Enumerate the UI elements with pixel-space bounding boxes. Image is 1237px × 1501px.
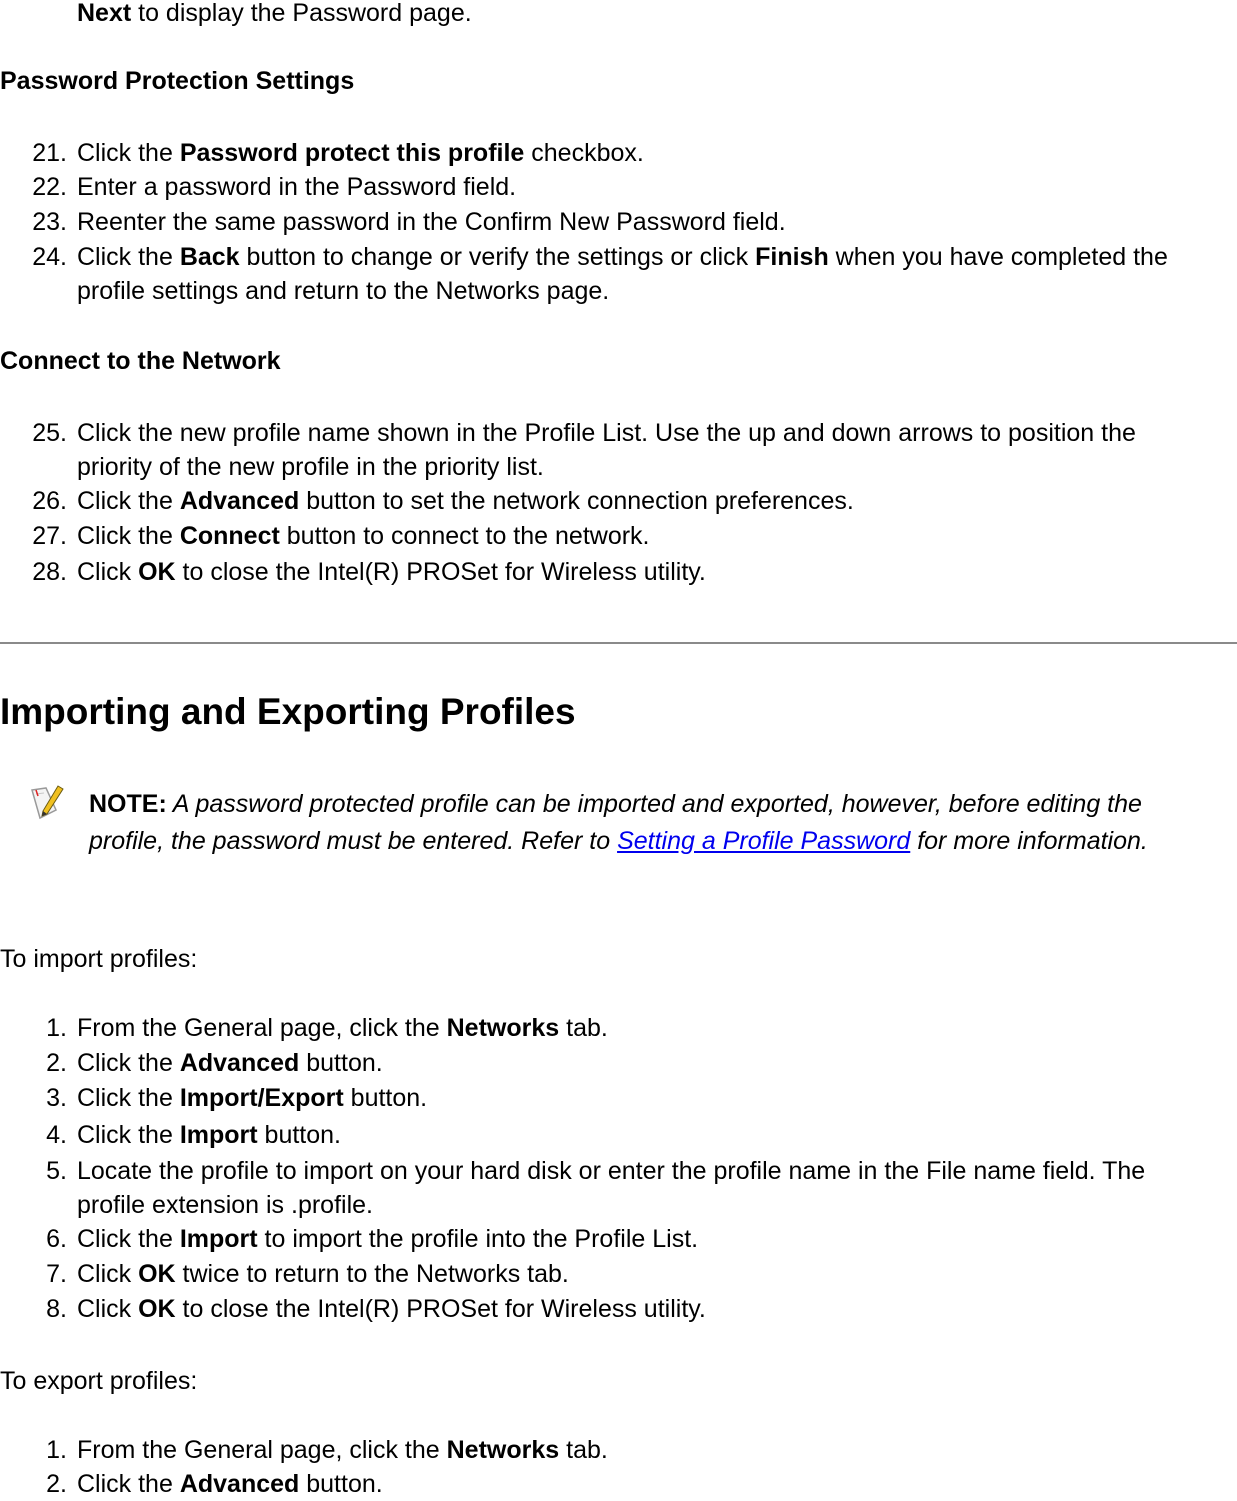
step-text: Click the Import/Export button. bbox=[77, 1084, 428, 1112]
step-number: 28. bbox=[32, 558, 67, 586]
step-text: Click OK to close the Intel(R) PROSet for Wireless utility. bbox=[77, 1295, 706, 1323]
page-heading-import-export: Importing and Exporting Profiles bbox=[0, 691, 576, 732]
setting-profile-password-link[interactable]: Setting a Profile Password bbox=[617, 827, 911, 855]
step-number: 21. bbox=[32, 139, 67, 167]
step-text: Click the Advanced button. bbox=[77, 1470, 383, 1498]
intro-bold: Next bbox=[77, 0, 132, 27]
step-number: 24. bbox=[32, 243, 67, 271]
note-pencil-icon bbox=[30, 784, 64, 822]
step-text: Click OK twice to return to the Networks tab. bbox=[77, 1260, 569, 1288]
step-number: 25. bbox=[32, 419, 67, 447]
step-text: Click the Back button to change or verify the settings or click Finish when you have completed the profile settings and return to the Networks page. bbox=[77, 243, 1168, 305]
step-text: Click the Advanced button. bbox=[77, 1049, 383, 1077]
step-number: 7. bbox=[46, 1260, 67, 1288]
intro-text: to display the Password page. bbox=[131, 0, 472, 27]
step-text: From the General page, click the Networks tab. bbox=[77, 1436, 608, 1464]
import-intro: To import profiles: bbox=[0, 945, 198, 973]
section-heading-password-protection: Password Protection Settings bbox=[0, 67, 355, 95]
step-text: Click the Connect button to connect to the network. bbox=[77, 522, 650, 550]
step-number: 23. bbox=[32, 208, 67, 236]
step-text: Click the new profile name shown in the Profile List. Use the up and down arrows to position the priority of the new profile in the priority list. bbox=[77, 419, 1136, 481]
step-number: 2. bbox=[46, 1470, 67, 1498]
step-number: 22. bbox=[32, 173, 67, 201]
note-block bbox=[89, 786, 1219, 860]
note-text-before: A password protected profile can be imported and exported, however, before editing the profile, the password must be entered. Refer to bbox=[89, 790, 1142, 855]
step-number: 3. bbox=[46, 1084, 67, 1112]
section-divider bbox=[0, 642, 1237, 644]
intro-line bbox=[77, 0, 472, 30]
step-number: 1. bbox=[46, 1436, 67, 1464]
step-number: 1. bbox=[46, 1014, 67, 1042]
step-number: 8. bbox=[46, 1295, 67, 1323]
export-intro: To export profiles: bbox=[0, 1367, 198, 1395]
step-text: Click the Advanced button to set the network connection preferences. bbox=[77, 487, 854, 515]
step-text: Click OK to close the Intel(R) PROSet for Wireless utility. bbox=[77, 558, 706, 586]
step-text: Click the Import to import the profile into the Profile List. bbox=[77, 1225, 699, 1253]
step-number: 6. bbox=[46, 1225, 67, 1253]
step-number: 27. bbox=[32, 522, 67, 550]
note-label: NOTE: bbox=[89, 790, 167, 818]
step-text: Click the Password protect this profile checkbox. bbox=[77, 139, 644, 167]
section-heading-connect: Connect to the Network bbox=[0, 347, 281, 375]
step-text: Locate the profile to import on your hard disk or enter the profile name in the File name field. The profile extension is .profile. bbox=[77, 1157, 1146, 1219]
step-number: 26. bbox=[32, 487, 67, 515]
step-number: 5. bbox=[46, 1157, 67, 1185]
step-text: From the General page, click the Networks tab. bbox=[77, 1014, 608, 1042]
step-text: Click the Import button. bbox=[77, 1121, 341, 1149]
step-text: Reenter the same password in the Confirm New Password field. bbox=[77, 208, 786, 236]
step-text: Enter a password in the Password field. bbox=[77, 173, 517, 201]
note-text-after: for more information. bbox=[910, 827, 1148, 855]
step-number: 4. bbox=[46, 1121, 67, 1149]
step-number: 2. bbox=[46, 1049, 67, 1077]
